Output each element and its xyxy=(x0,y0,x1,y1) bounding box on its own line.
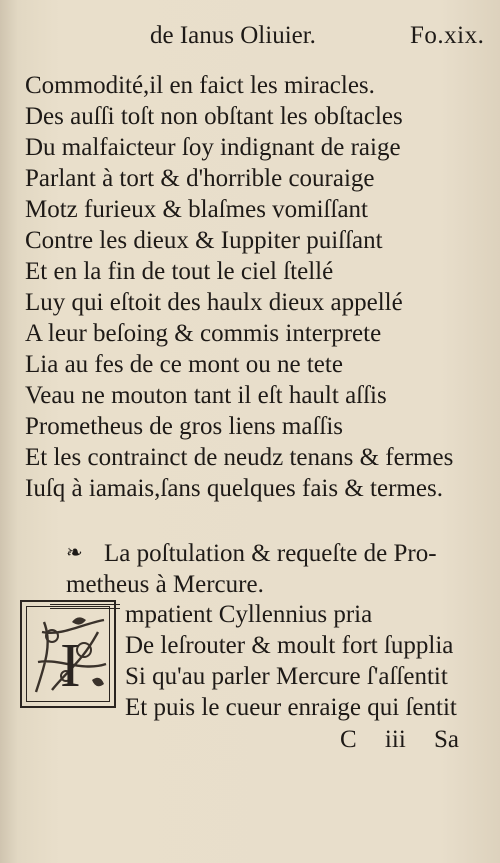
verse-line: Lia au fes de ce mont ou ne tete xyxy=(25,351,343,378)
running-head: de Ianus Oliuier. xyxy=(150,22,316,49)
verse-line: Iuſq à iamais,ſans quelques fais & termes. xyxy=(25,475,443,502)
verse-line: mpatient Cyllennius pria xyxy=(125,601,373,628)
folio-number: Fo.xix. xyxy=(410,22,485,49)
verse-line: Veau ne mouton tant il eſt hault aſſis xyxy=(25,382,387,409)
decorated-initial xyxy=(20,600,116,708)
section-heading xyxy=(66,538,437,600)
verse-line: Et puis le cueur enraige qui ſentit xyxy=(125,694,457,721)
verse-line: Motz furieux & blaſmes vomiſſant xyxy=(25,196,368,223)
signature-line xyxy=(340,726,459,754)
verse-line: Contre les dieux & Iuppiter puiſſant xyxy=(25,227,383,254)
initial-letter: I xyxy=(60,632,81,700)
verse-line: Et les contrainct de neudz tenans & fermes xyxy=(25,444,454,471)
verse-line: Commodité,il en faict les miracles. xyxy=(25,72,375,99)
verse-line: Du malfaicteur ſoy indignant de raige xyxy=(25,134,401,161)
verse-line: Et en la fin de tout le ciel ſtellé xyxy=(25,258,334,285)
signature-mark: C iii xyxy=(340,726,406,753)
verse-line: Parlant à tort & d'horrible couraige xyxy=(25,165,375,192)
fleuron-icon: ❧ xyxy=(66,542,83,564)
section-heading-line1: La poſtulation & requeſte de Pro- xyxy=(104,540,437,567)
verse-line: Si qu'au parler Mercure ſ'aſſentit xyxy=(125,663,448,690)
catchword: Sa xyxy=(434,726,460,753)
verse-block xyxy=(25,70,453,504)
verse-line: Luy qui eſtoit des haulx dieux appellé xyxy=(25,289,403,316)
verse-line: De leſrouter & moult fort ſupplia xyxy=(125,632,454,659)
verse-line: A leur beſoing & commis interprete xyxy=(25,320,382,347)
paragraph-block xyxy=(125,599,457,723)
section-heading-line2: metheus à Mercure. xyxy=(66,571,264,598)
verse-line: Prometheus de gros liens maſſis xyxy=(25,413,344,440)
initial-ornament-icon xyxy=(22,602,118,710)
verse-line: Des auſſi toſt non obſtant les obſtacles xyxy=(25,103,403,130)
